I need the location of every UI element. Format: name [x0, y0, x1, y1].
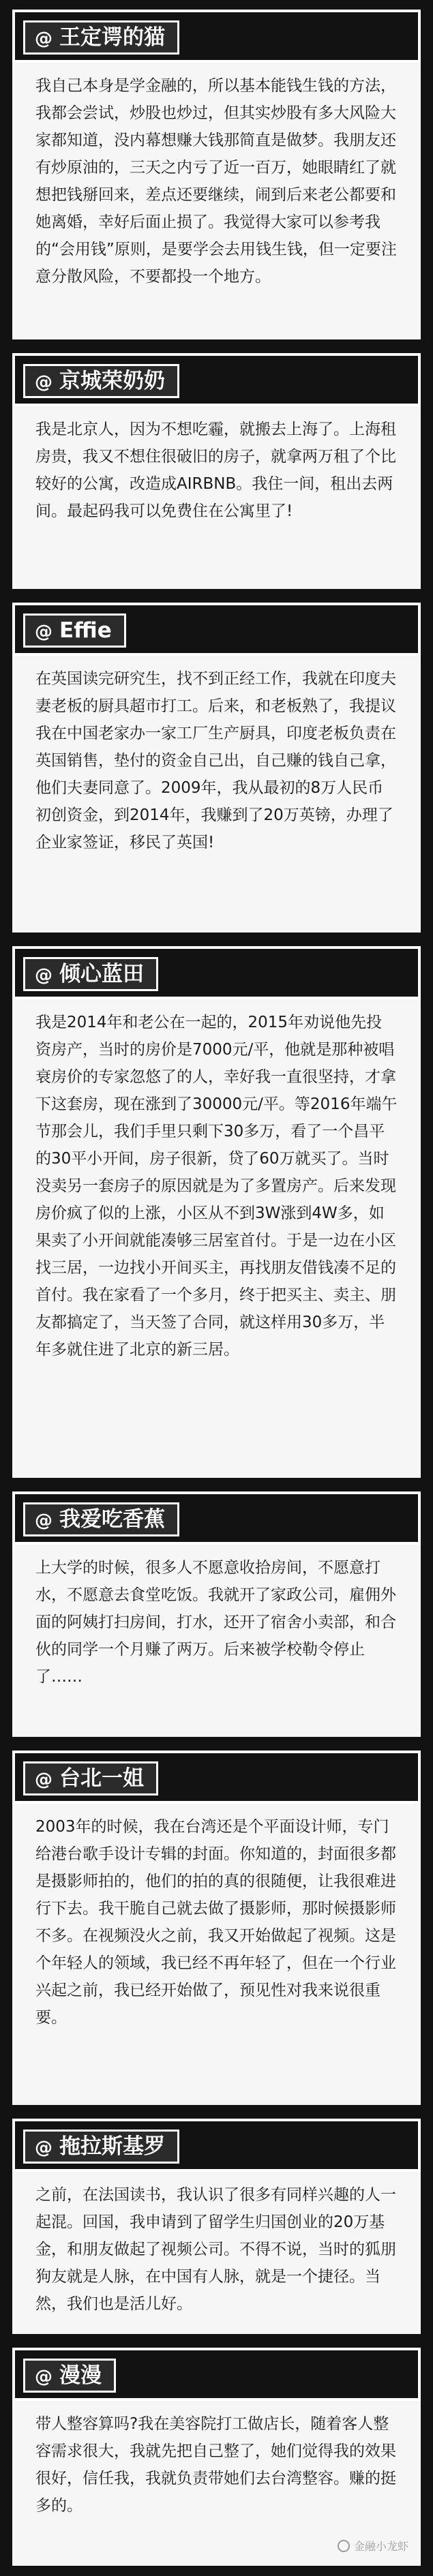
username: 倾心蓝田	[59, 962, 144, 986]
post-card	[12, 2119, 421, 2334]
card-header	[12, 10, 421, 63]
post-text: 之前，在法国读书，我认识了很多有同样兴趣的人一起混。回国，我申请到了留学生归国创业的20万基金，和朋友做起了视频公司。不得不说，当时的狐朋狗友就是人脉，在中国有人脉，就是一个捷径。当然，我们也是活儿好。	[35, 2186, 396, 2313]
username: 台北一姐	[59, 1766, 144, 1791]
card-header	[12, 2119, 421, 2172]
username-tag	[23, 613, 126, 648]
post-text: 在英国读完研究生，找不到正经工作，我就在印度夫妻老板的厨具超市打工。后来，和老板熟了，我提议我在中国老家办一家工厂生产厨具，印度老板负责在英国销售，垫付的资金自己出，自己赚的钱自己拿，他们夫妻同意了。2009年，我从最初的8万人民币初创资金，到2014年，我赚到了20万英镑，办理了企业家签证，移民了英国!	[35, 670, 396, 851]
post-text: 2003年的时候，我在台湾还是个平面设计师，专门给港台歌手设计专辑的封面。你知道的，封面很多都是摄影师拍的，他们的拍的真的很随便，让我很难进行下去。我干脆自己就去做了摄影师，那时候摄影师不多。在视频没火之前，我又开始做起了视频。这是个年轻人的领域，我已经不再年轻了，但在一个行业兴起之前，我已经开始做了，预见性对我来说很重要。	[35, 1818, 396, 2027]
card-header	[12, 946, 421, 999]
post-card	[12, 1751, 421, 2105]
post-card	[12, 10, 421, 339]
at-icon: @	[35, 2138, 53, 2158]
username-tag	[23, 957, 158, 991]
post-text: 我自己本身是学金融的，所以基本能钱生钱的方法，我都会尝试，炒股也炒过，但其实炒股有多大风险大家都知道，没内幕想赚大钱那简直是做梦。我朋友还有炒原油的，三天之内亏了近一百万，她眼睛红了就想把钱掰回来，差点还要继续，闹到后来老公都要和她离婚，幸好后面止损了。我觉得大家可以参考我的“会用钱”原则，是要学会去用钱生钱，但一定要注意分散风险，不要都投一个地方。	[35, 77, 397, 286]
post-card	[12, 353, 421, 589]
username: 王定谔的猫	[59, 25, 165, 50]
username: Effie	[59, 618, 112, 643]
at-icon: @	[35, 372, 53, 393]
post-card	[12, 2348, 421, 2566]
post-card	[12, 1491, 421, 1737]
at-icon: @	[35, 2367, 53, 2387]
card-header	[12, 353, 421, 406]
at-icon: @	[35, 29, 53, 49]
watermark	[338, 2538, 408, 2554]
at-icon: @	[35, 965, 53, 986]
username-tag	[23, 1761, 158, 1795]
username-tag	[23, 1502, 179, 1536]
username: 拖拉斯基罗	[59, 2134, 165, 2159]
at-icon: @	[35, 1770, 53, 1790]
username-tag	[23, 364, 179, 398]
username: 漫漫	[59, 2363, 102, 2388]
username: 京城荣奶奶	[59, 369, 165, 393]
watermark-text: 金融小龙虾	[353, 2540, 408, 2553]
username: 我爱吃香蕉	[59, 1507, 165, 1532]
username-tag	[23, 2359, 116, 2393]
username-tag	[23, 2130, 179, 2164]
post-text: 我是2014年和老公在一起的，2015年劝说他先投资房产，当时的房价是7000元/平，他就是那种被唱衰房价的专家忽悠了的人，幸好我一直很坚持，才拿下这套房，现在涨到了30000元/平。等2016年端午节那会儿，我们手里只剩下30多万，看了一个昌平的30平小开间，房子很新，贷了60万就买了。当时没卖另一套房子的原因就是为了多置房产。后来发现房价疯了似的上涨，小区从不到3W涨到4W多，如果卖了小开间就能凑够三居室首付。于是一边在小区找三居，一边找小开间买主，再找朋友借钱凑不足的首付。我在家看了一个多月，终于把买主、卖主、朋友都搞定了，当天签了合同，就这样用30多万，半年多就住进了北京的新三居。	[35, 1014, 398, 1359]
watermark-icon	[338, 2540, 350, 2552]
card-header	[12, 2348, 421, 2401]
username-tag	[23, 20, 179, 55]
post-card	[12, 603, 421, 933]
post-text: 我是北京人，因为不想吃霾，就搬去上海了。上海租房贵，我又不想住很破旧的房子，就拿两万租了个比较好的公寓，改造成AIRBNB。我住一间，租出去两间。最起码我可以免费住在公寓里了!	[35, 421, 396, 520]
card-header	[12, 1491, 421, 1545]
at-icon: @	[35, 622, 53, 642]
card-header	[12, 603, 421, 656]
at-icon: @	[35, 1511, 53, 1531]
post-text: 带人整容算吗?我在美容院打工做店长，随着客人整容需求很大，我就先把自己整了，她们觉得我的效果很好，信任我，我就负责带她们去台湾整容。赚的挺多的。	[35, 2415, 396, 2515]
post-card	[12, 946, 421, 1478]
post-text: 上大学的时候，很多人不愿意收拾房间，不愿意打水，不愿意去食堂吃饭。我就开了家政公司，雇佣外面的阿姨打扫房间，打水，还开了宿舍小卖部，和合伙的同学一个月赚了两万。后来被学校勒令停止了……	[35, 1559, 396, 1686]
card-header	[12, 1751, 421, 1804]
